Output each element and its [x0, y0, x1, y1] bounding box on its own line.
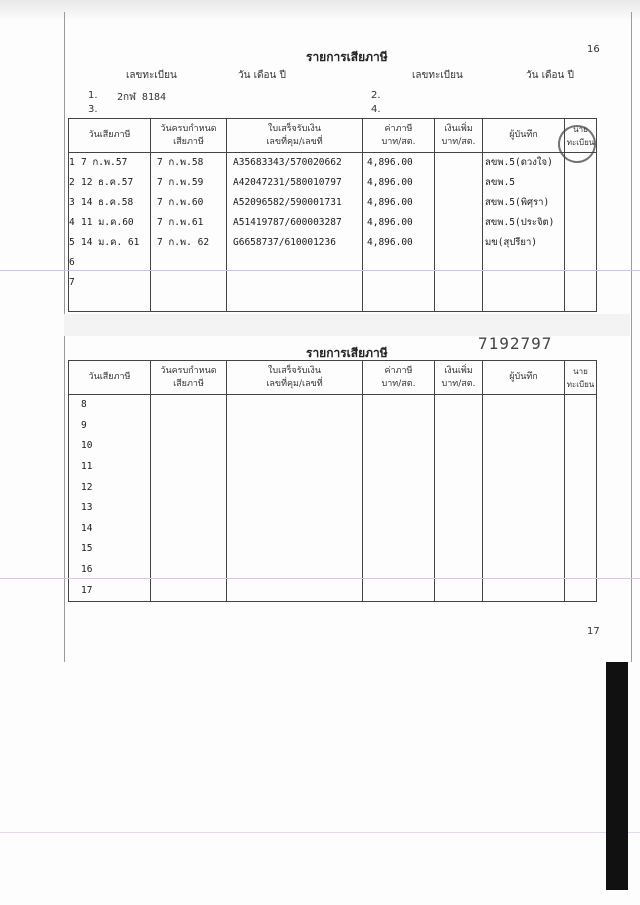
scan-line	[0, 578, 640, 579]
empty-cell	[565, 416, 597, 437]
paid-date: 14 ธ.ค.58	[81, 197, 134, 208]
empty-cell	[483, 519, 565, 540]
cell-recorder: ลขพ.5	[483, 173, 565, 193]
cell-extra	[435, 213, 483, 233]
empty-cell	[435, 498, 483, 519]
col-header-extra: เงินเพิ่ม บาท/สต.	[435, 119, 483, 153]
empty-cell	[151, 519, 227, 540]
cell-tax: 4,896.00	[363, 153, 435, 174]
empty-cell	[363, 498, 435, 519]
empty-cell	[565, 293, 597, 312]
cell-paid	[69, 436, 151, 457]
col-header-due-date: วันครบกำหนด เสียภาษี	[151, 119, 227, 153]
cell-paid	[69, 519, 151, 540]
table-row	[69, 539, 597, 560]
empty-cell	[151, 580, 227, 601]
row-number: 7	[69, 277, 75, 288]
empty-cell	[227, 539, 363, 560]
empty-cell	[363, 293, 435, 312]
paid-date: 11 ม.ค.60	[81, 217, 134, 228]
paid-date: 7 ก.พ.57	[81, 157, 128, 168]
cell-tax	[363, 273, 435, 293]
empty-cell	[227, 498, 363, 519]
tax-table-top	[68, 118, 597, 312]
empty-cell	[227, 395, 363, 416]
reg-value-1: 2กฬ 8184	[117, 92, 167, 103]
empty-cell	[435, 395, 483, 416]
col-header-extra: เงินเพิ่ม บาท/สต.	[435, 361, 483, 395]
col-header-paid-date: วันเสียภาษี	[69, 119, 151, 153]
cell-paid	[69, 153, 151, 174]
cell-receipt: A35683343/570020662	[227, 153, 363, 174]
row-number: 11	[81, 461, 93, 473]
empty-cell	[151, 498, 227, 519]
table-row	[69, 273, 597, 293]
empty-cell	[363, 477, 435, 498]
table-row	[69, 477, 597, 498]
empty-cell	[151, 416, 227, 437]
page-number-bottom: 17	[587, 626, 600, 637]
cell-extra	[435, 273, 483, 293]
cell-receipt: A42047231/580010797	[227, 173, 363, 193]
cell-extra	[435, 153, 483, 174]
date-label-left: วัน เดือน ปี	[238, 70, 286, 81]
cell-registrar	[565, 193, 597, 213]
cell-registrar	[565, 273, 597, 293]
scan-line	[0, 832, 640, 833]
row-number: 1	[69, 157, 75, 168]
empty-cell	[435, 539, 483, 560]
cell-registrar	[565, 173, 597, 193]
cell-due: 7 ก.พ.60	[151, 193, 227, 213]
page-number-top: 16	[587, 44, 600, 55]
empty-cell	[69, 293, 151, 312]
empty-cell	[363, 457, 435, 478]
row-number: 15	[81, 543, 93, 555]
empty-cell	[227, 580, 363, 601]
empty-cell	[483, 457, 565, 478]
reg-num-2: 2.	[371, 90, 381, 101]
empty-cell	[483, 477, 565, 498]
empty-cell	[565, 539, 597, 560]
table-row	[69, 416, 597, 437]
cell-recorder: สขพ.5(พิศุรา)	[483, 193, 565, 213]
col-header-due-date: วันครบกำหนด เสียภาษี	[151, 361, 227, 395]
cell-paid	[69, 457, 151, 478]
empty-cell	[483, 498, 565, 519]
empty-cell	[151, 436, 227, 457]
empty-cell	[565, 477, 597, 498]
row-number: 4	[69, 217, 75, 228]
cell-recorder: มข(สุปรียา)	[483, 233, 565, 253]
empty-cell	[565, 457, 597, 478]
cell-recorder: ลขพ.5(ดวงใจ)	[483, 153, 565, 174]
table-row	[69, 457, 597, 478]
cell-tax: 4,896.00	[363, 213, 435, 233]
cell-extra	[435, 173, 483, 193]
row-number: 13	[81, 502, 93, 514]
page-title-top: รายการเสียภาษี	[306, 50, 388, 64]
empty-cell	[565, 436, 597, 457]
row-number: 12	[81, 481, 93, 493]
paid-date: 12 ธ.ค.57	[81, 177, 134, 188]
paid-date: 14 ม.ค. 61	[81, 237, 140, 248]
empty-cell	[435, 416, 483, 437]
cell-due	[151, 273, 227, 293]
cell-registrar	[565, 233, 597, 253]
scan-edge-shadow	[606, 662, 628, 890]
empty-cell	[483, 416, 565, 437]
row-number: 9	[81, 419, 87, 431]
cell-recorder: สขพ.5(ประจิต)	[483, 213, 565, 233]
row-number: 6	[69, 257, 75, 268]
empty-cell	[363, 519, 435, 540]
empty-cell	[227, 436, 363, 457]
cell-paid	[69, 580, 151, 601]
col-header-recorder: ผู้บันทึก	[483, 361, 565, 395]
empty-cell	[435, 580, 483, 601]
cell-paid	[69, 233, 151, 253]
cell-due: 7 ก.พ.59	[151, 173, 227, 193]
cell-due: 7 ก.พ.58	[151, 153, 227, 174]
col-header-receipt: ใบเสร็จรับเงิน เลขที่คุม/เลขที่	[227, 119, 363, 153]
page-gap	[64, 314, 630, 336]
cell-paid	[69, 498, 151, 519]
table-row	[69, 193, 597, 213]
empty-cell	[227, 416, 363, 437]
cell-receipt	[227, 273, 363, 293]
col-header-registrar: นายทะเบียน	[565, 361, 597, 395]
empty-cell	[435, 477, 483, 498]
empty-cell	[565, 580, 597, 601]
row-number: 3	[69, 197, 75, 208]
table-row	[69, 213, 597, 233]
row-number: 16	[81, 564, 93, 576]
cell-paid	[69, 173, 151, 193]
table-filler	[69, 293, 597, 312]
cell-paid	[69, 395, 151, 416]
cell-receipt: A51419787/600003287	[227, 213, 363, 233]
serial-number: 7192797	[478, 334, 553, 353]
cell-tax: 4,896.00	[363, 233, 435, 253]
empty-cell	[363, 436, 435, 457]
reg-num-3: 3.	[88, 104, 98, 115]
row-number: 2	[69, 177, 75, 188]
empty-cell	[227, 519, 363, 540]
cell-extra	[435, 193, 483, 213]
cell-tax: 4,896.00	[363, 173, 435, 193]
cell-due: 7 ก.พ. 62	[151, 233, 227, 253]
cell-registrar	[565, 213, 597, 233]
cell-paid	[69, 213, 151, 233]
date-label-right: วัน เดือน ปี	[526, 70, 574, 81]
table-row	[69, 395, 597, 416]
empty-cell	[363, 539, 435, 560]
empty-cell	[151, 395, 227, 416]
empty-cell	[227, 457, 363, 478]
empty-cell	[227, 293, 363, 312]
empty-cell	[363, 580, 435, 601]
row-number: 17	[81, 584, 93, 596]
reg-label-right: เลขทะเบียน	[412, 70, 463, 81]
empty-cell	[483, 580, 565, 601]
empty-cell	[151, 293, 227, 312]
reg-num-4: 4.	[371, 104, 381, 115]
cell-receipt: G6658737/610001236	[227, 233, 363, 253]
table-row	[69, 153, 597, 174]
col-header-tax: ค่าภาษี บาท/สต.	[363, 361, 435, 395]
cell-paid	[69, 416, 151, 437]
reg-label-left: เลขทะเบียน	[126, 70, 177, 81]
scan-line	[0, 270, 640, 271]
row-number: 8	[81, 399, 87, 411]
tax-table-bottom	[68, 360, 597, 602]
cell-tax: 4,896.00	[363, 193, 435, 213]
cell-paid	[69, 193, 151, 213]
empty-cell	[363, 395, 435, 416]
row-number: 14	[81, 522, 93, 534]
col-header-paid-date: วันเสียภาษี	[69, 361, 151, 395]
cell-paid	[69, 273, 151, 293]
empty-cell	[435, 436, 483, 457]
cell-receipt: A52096582/590001731	[227, 193, 363, 213]
cell-due: 7 ก.พ.61	[151, 213, 227, 233]
empty-cell	[151, 539, 227, 560]
empty-cell	[363, 416, 435, 437]
row-number: 5	[69, 237, 75, 248]
empty-cell	[435, 519, 483, 540]
empty-cell	[151, 477, 227, 498]
table-row	[69, 436, 597, 457]
cell-extra	[435, 233, 483, 253]
page-title-bottom: รายการเสียภาษี	[306, 346, 388, 360]
empty-cell	[565, 395, 597, 416]
empty-cell	[565, 498, 597, 519]
empty-cell	[483, 539, 565, 560]
col-header-tax: ค่าภาษี บาท/สต.	[363, 119, 435, 153]
row-number: 10	[81, 440, 93, 452]
empty-cell	[483, 436, 565, 457]
table-row	[69, 233, 597, 253]
col-header-receipt: ใบเสร็จรับเงิน เลขที่คุม/เลขที่	[227, 361, 363, 395]
empty-cell	[227, 477, 363, 498]
empty-cell	[483, 293, 565, 312]
empty-cell	[565, 519, 597, 540]
cell-paid	[69, 539, 151, 560]
reg-num-1: 1.	[88, 90, 98, 101]
table-row	[69, 580, 597, 601]
empty-cell	[435, 457, 483, 478]
col-header-registrar: นายทะเบียน	[565, 119, 597, 153]
col-header-recorder: ผู้บันทึก	[483, 119, 565, 153]
empty-cell	[151, 457, 227, 478]
cell-paid	[69, 477, 151, 498]
empty-cell	[435, 293, 483, 312]
table-row	[69, 498, 597, 519]
empty-cell	[483, 395, 565, 416]
cell-recorder	[483, 273, 565, 293]
table-row	[69, 519, 597, 540]
table-row	[69, 173, 597, 193]
